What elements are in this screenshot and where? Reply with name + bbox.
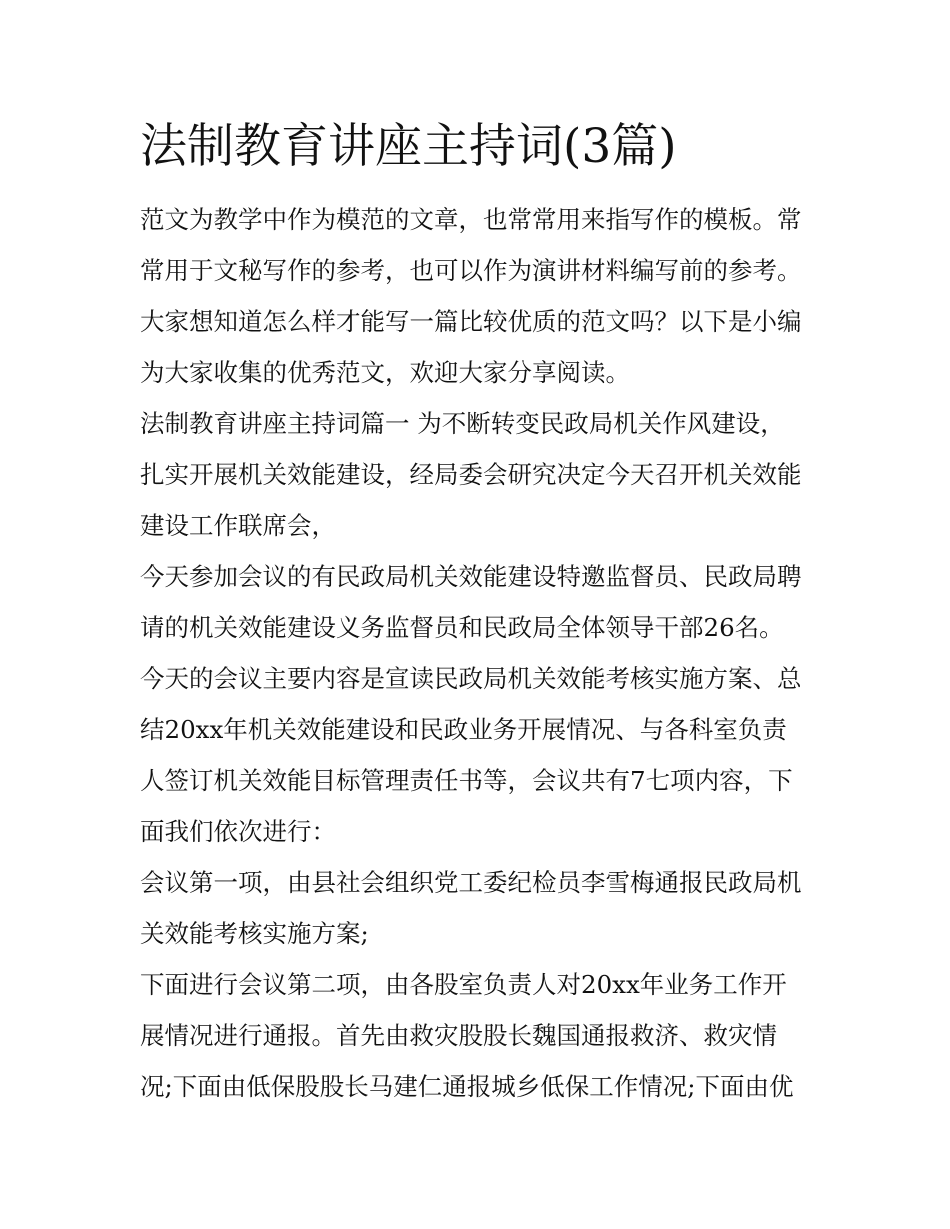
body-line: 下面进行会议第二项，由各股室负责人对20xx年业务工作开	[140, 970, 787, 999]
body-line: 关效能考核实施方案;	[140, 919, 369, 948]
body-line: 结20xx年机关效能建设和民政业务开展情况、与各科室负责	[140, 715, 787, 744]
body-line: 常用于文秘写作的参考，也可以作为演讲材料编写前的参考。	[140, 256, 802, 285]
body-line: 况;下面由低保股股长马建仁通报城乡低保工作情况;下面由优	[140, 1072, 794, 1101]
body-line: 展情况进行通报。首先由救灾股股长魏国通报救济、救灾情	[140, 1021, 777, 1050]
body-line: 今天参加会议的有民政局机关效能建设特邀监督员、民政局聘	[140, 562, 802, 591]
body-line: 今天的会议主要内容是宣读民政局机关效能考核实施方案、总	[140, 664, 802, 693]
document-body	[140, 194, 812, 1112]
body-line: 请的机关效能建设义务监督员和民政局全体领导干部26名。	[140, 613, 784, 642]
body-line: 法制教育讲座主持词篇一 为不断转变民政局机关作风建设，	[140, 409, 785, 438]
body-line: 扎实开展机关效能建设，经局委会研究决定今天召开机关效能	[140, 460, 802, 489]
body-line: 大家想知道怎么样才能写一篇比较优质的范文吗？以下是小编	[140, 307, 802, 336]
body-line: 面我们依次进行：	[140, 817, 336, 846]
document-title: 法制教育讲座主持词(3篇)	[140, 119, 677, 174]
body-line: 建设工作联席会，	[140, 511, 336, 540]
body-line: 范文为教学中作为模范的文章，也常常用来指写作的模板。常	[140, 205, 802, 234]
body-line: 会议第一项，由县社会组织党工委纪检员李雪梅通报民政局机	[140, 868, 802, 897]
body-line: 为大家收集的优秀范文，欢迎大家分享阅读。	[140, 358, 630, 387]
document-page	[140, 112, 812, 1112]
body-line: 人签订机关效能目标管理责任书等，会议共有7七项内容，下	[140, 766, 793, 795]
